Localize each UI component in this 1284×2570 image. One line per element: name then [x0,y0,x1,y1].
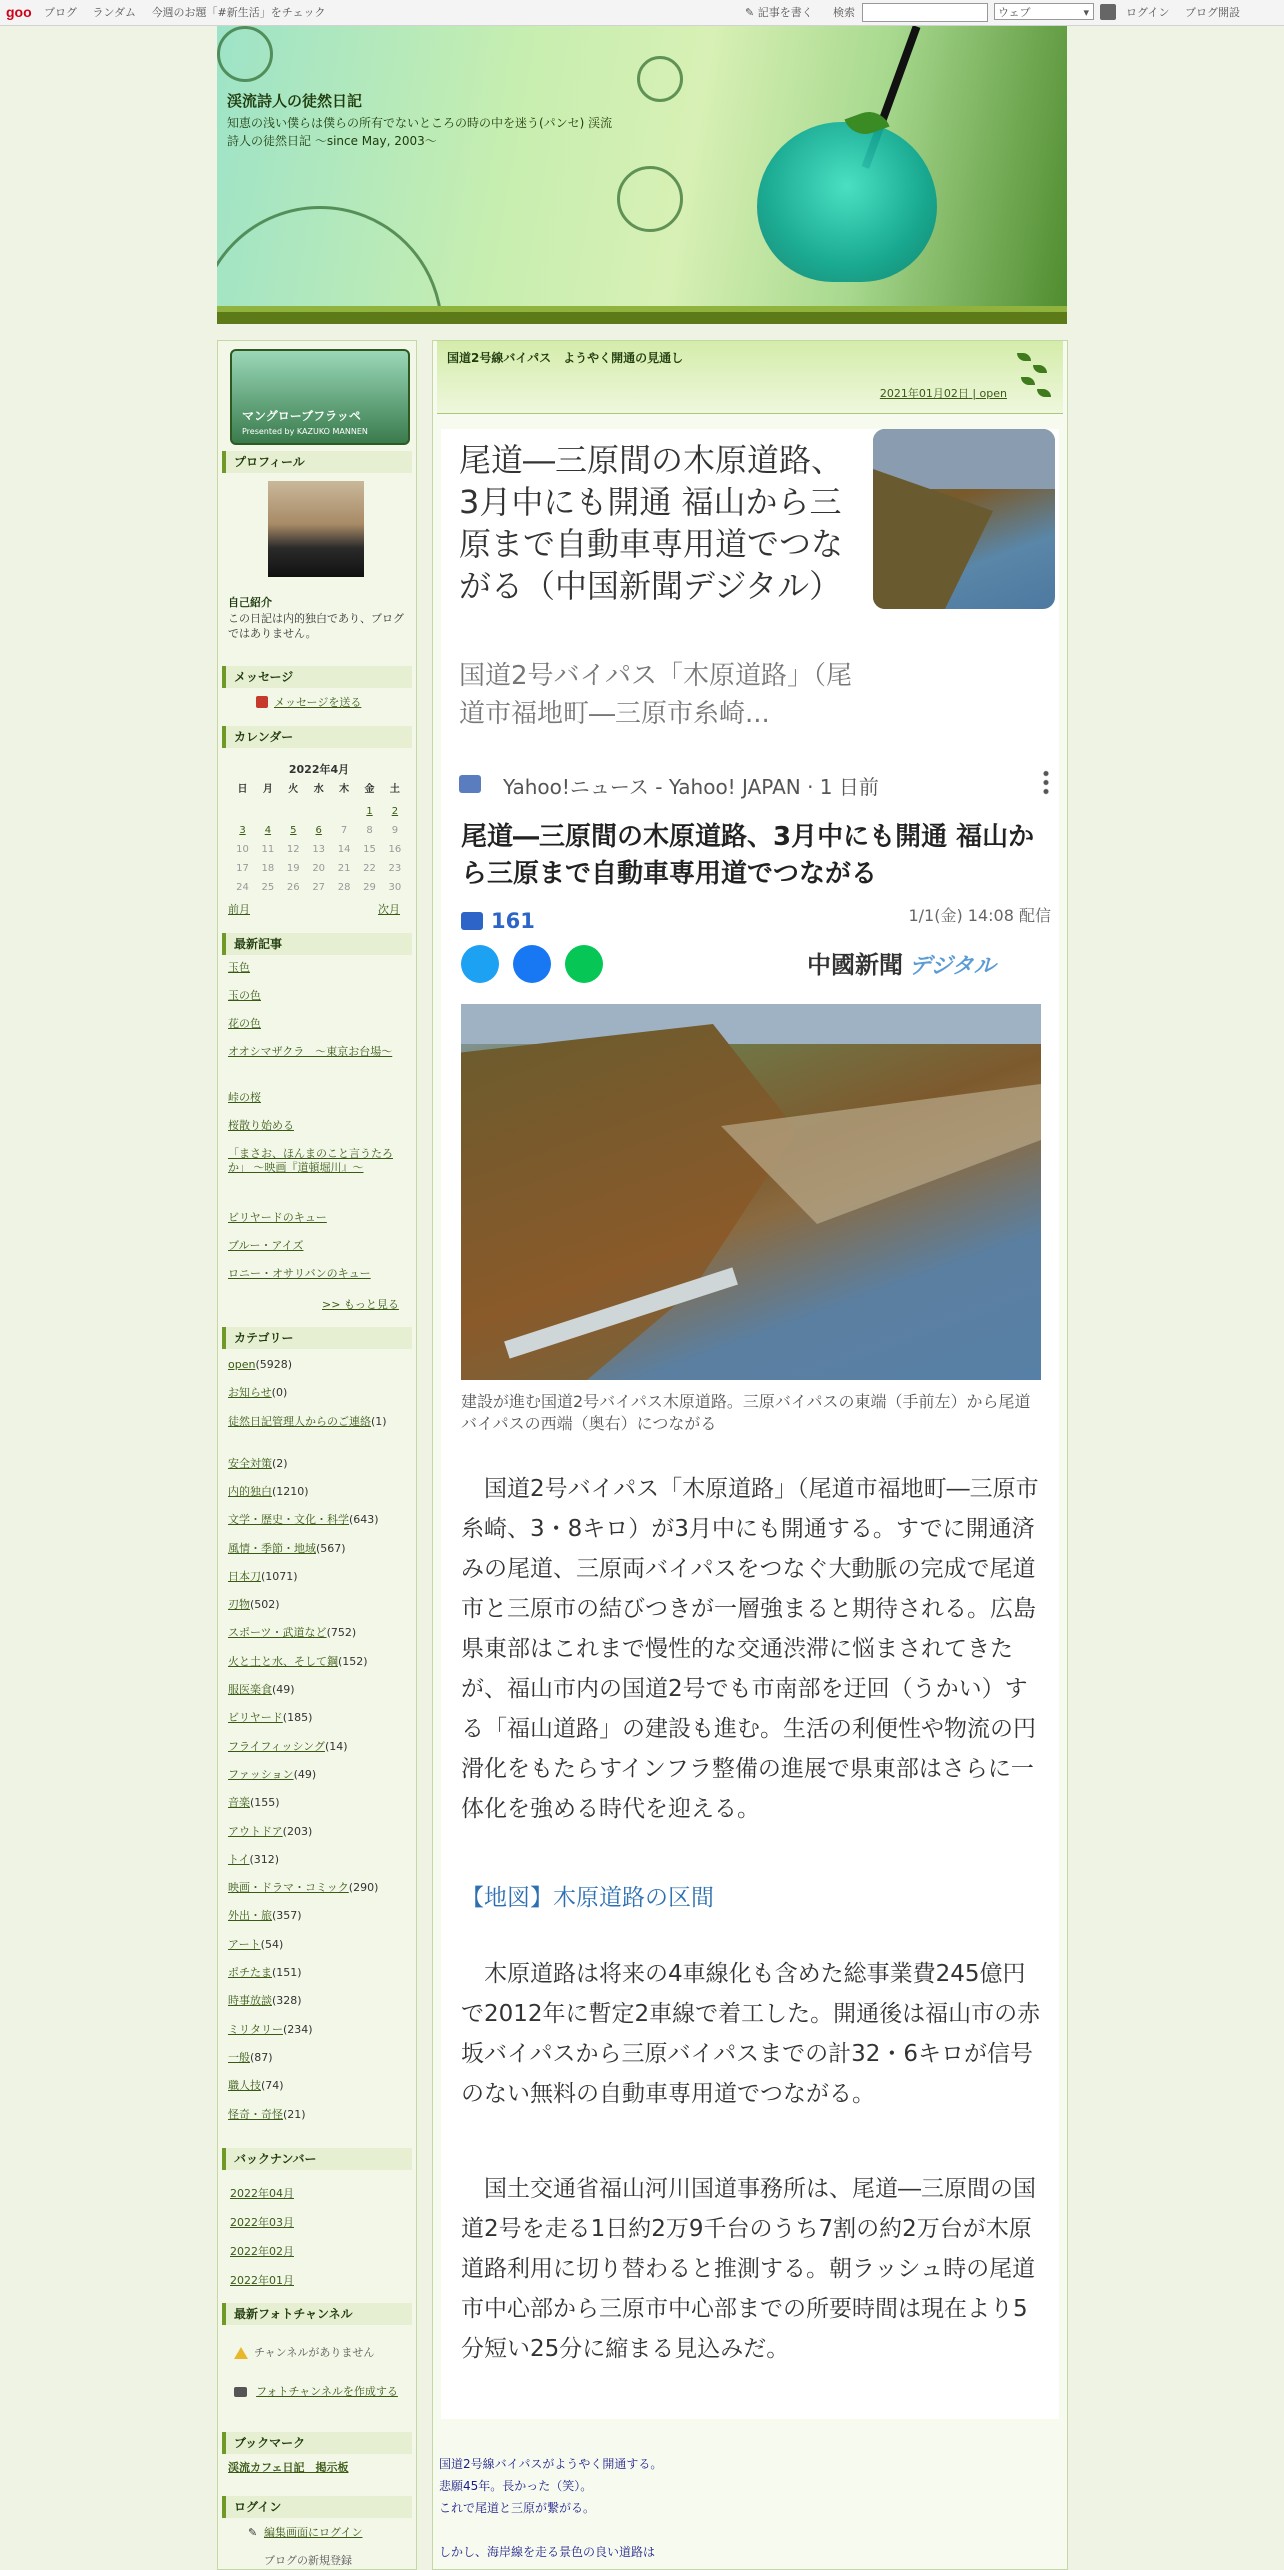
backnumber-link[interactable]: 2022年04月 [230,2187,294,2200]
calendar-day: 30 [388,882,402,893]
category-item [228,1484,408,1499]
category-item [228,1357,408,1372]
category-link[interactable]: 安全対策 [228,1456,272,1470]
category-count: (49) [272,1683,295,1696]
send-message-link[interactable]: メッセージを送る [274,696,362,709]
envelope-icon [256,696,268,708]
category-count: (643) [349,1513,379,1527]
comment-icon [461,912,483,930]
category-count: (328) [272,1994,302,2008]
calendar-day: 28 [337,882,351,893]
calendar-day: 24 [236,882,249,893]
publisher-sub: デジタル [909,954,996,979]
blog-header [217,26,1067,324]
goo-logo[interactable]: goo [6,4,32,20]
header-bar [217,312,1067,324]
publisher-name: 中國新聞 [807,951,903,979]
category-item [228,1767,408,1782]
lace-ornament [217,26,273,82]
calendar-day[interactable]: 4 [264,825,272,836]
calendar-day[interactable]: 2 [391,806,399,817]
login-link[interactable]: ログイン [1126,6,1170,19]
news-card [441,429,1059,2419]
category-count: (567) [316,1541,346,1555]
category-count: (1) [371,1414,387,1428]
category-heading: カテゴリー [222,1327,412,1349]
recent-article-link[interactable]: ロニー・オサリバンのキュー [228,1267,371,1280]
category-item [228,1739,408,1754]
category-item [228,1569,408,1584]
category-link[interactable]: open [228,1358,256,1371]
post-note-3: これで尾道と三原が繋がる。 [439,2501,596,2515]
map-link[interactable]: 【地図】木原道路の区間 [461,1885,714,1911]
search-scope-select[interactable]: ウェブ ▾ [994,3,1094,20]
category-count: (185) [282,1711,313,1725]
post-title[interactable]: 国道2号線バイパス ようやく開通の見通し [447,351,684,365]
nav-blog[interactable]: ブログ [44,6,77,19]
category-item [228,1512,408,1527]
blog-title[interactable]: 渓流詩人の徒然日記 [227,92,363,110]
banner-subtitle: Presented by KAZUKO MANNEN [242,427,368,436]
category-item [228,1414,408,1429]
recent-article-link[interactable]: 桜散り始める [228,1119,294,1132]
warning-icon [234,2347,248,2359]
lace-ornament [617,166,683,232]
source-row [459,769,1059,801]
category-item [228,1710,408,1725]
category-count: (1071) [261,1569,298,1583]
main-content [432,340,1068,2570]
search-input[interactable] [862,3,988,22]
category-link[interactable]: ポチたま [228,1966,272,1979]
category-link[interactable]: 徒然日記管理人からのご連絡 [228,1414,371,1428]
category-item [228,1682,408,1697]
backnumber-link[interactable]: 2022年01月 [230,2274,294,2287]
calendar-day[interactable]: 6 [315,825,322,836]
calendar-day: 22 [363,863,376,874]
photo-channel-heading: 最新フォトチャンネル [222,2303,412,2325]
category-item [228,1654,408,1669]
calendar-day: 23 [388,863,402,874]
category-count: (2) [272,1456,288,1470]
intro-text: この日記は内的独白であり、ブログではありません。 [228,612,404,640]
search-label: 検索 [833,6,855,19]
calendar-day: 19 [286,863,300,874]
calendar-day: 7 [340,825,348,836]
recent-heading: 最新記事 [222,933,412,955]
write-article-label: 記事を書く [757,6,813,19]
open-blog-link[interactable]: ブログ開設 [1185,6,1240,19]
category-link[interactable]: 文学・歴史・文化・科学 [228,1513,349,1527]
article-paragraph-2: 木原道路は将来の4車線化も含めた総事業費245億円で2012年に暫定2車線で着工した。開通後は福山市の赤坂バイパスから三原バイパスまでの計32・6キロが信号のない無料の自動車専用道でつながる。 [461,1961,1041,2107]
backnumber-link[interactable]: 2022年02月 [230,2245,294,2258]
pencil-icon: ✎ [248,2526,258,2539]
category-item [228,2022,408,2037]
twitter-icon[interactable] [461,945,499,983]
comment-count[interactable] [461,909,535,933]
post-category[interactable]: open [979,387,1007,400]
article-paragraph-3: 国土交通省福山河川国道事務所は、尾道―三原間の国道2号を走る1日約2万9千台のうち7割の約2万台が木原道路利用に切り替わると推測する。朝ラッシュ時の尾道市中心部から三原市中心部までの所要時間は現在より5分短い25分に縮まる見込みだ。 [461,2176,1036,2362]
calendar-day: 29 [363,882,376,893]
nav-topic[interactable]: 今週のお題「#新生活」をチェック [151,6,326,19]
category-count: (234) [283,2022,313,2036]
source-text[interactable]: Yahoo!ニュース - Yahoo! JAPAN · 1 日前 [503,775,879,799]
category-link[interactable]: 時事放談 [228,1994,272,2008]
calendar-day: 21 [337,863,351,874]
calendar-day: 25 [261,882,275,893]
category-item [228,1795,408,1810]
post-header [437,341,1063,414]
news-thumbnail[interactable] [873,429,1055,609]
category-count: (151) [272,1966,302,1979]
camera-icon [234,2387,247,2397]
category-item [228,1993,408,2008]
category-link[interactable]: 火と土と水、そして鋼 [228,1654,338,1668]
category-count: (74) [261,2079,284,2093]
category-item [228,1541,408,1556]
more-link[interactable]: >> もっと見る [322,1298,399,1311]
sidebar [217,340,417,2570]
calendar-weekday: 水 [313,784,324,795]
category-link[interactable]: お知らせ [228,1386,272,1400]
category-item [228,1625,408,1640]
calendar-day: 15 [363,844,376,855]
news-headline[interactable]: 尾道―三原間の木原道路、3月中にも開通 福山から三原まで自動車専用道でつながる（中国新聞デジタル） [459,441,844,605]
calendar-day: 18 [261,863,275,874]
intro-label: 自己紹介 [228,596,272,609]
calendar-day[interactable]: 3 [239,825,246,836]
article-date: 1/1(金) 14:08 配信 [908,906,1051,925]
calendar-day: 27 [312,882,326,893]
calendar-weekday: 金 [364,784,375,795]
write-article-link[interactable]: ✎ 記事を書く [745,6,813,19]
category-item [228,1937,408,1952]
calendar-day: 11 [261,844,275,855]
category-count: (54) [260,1937,284,1951]
category-item [228,1880,408,1895]
category-link[interactable]: ビリヤード [228,1711,283,1725]
category-count: (155) [250,1796,280,1810]
post-note-2: 悲願45年。長かった（笑）。 [439,2479,593,2493]
category-link[interactable]: 日本刀 [228,1569,261,1583]
category-item [228,1965,408,1980]
calendar-day: 16 [388,844,402,855]
editor-login-link[interactable]: 編集画面にログイン [264,2526,363,2539]
news-subhead: 国道2号バイパス「木原道路」（尾道市福地町―三原市糸崎... [459,661,853,729]
newspaper-icon [459,775,481,793]
category-item [228,1456,408,1471]
post-meta: 2021年01月02日 | open [879,387,1007,400]
category-count: (752) [326,1626,357,1640]
category-count: (14) [324,1739,348,1753]
calendar-weekday: 日 [237,784,248,795]
category-count: (1210) [272,1484,309,1498]
calendar-day: 10 [236,844,249,855]
calendar-weekday: 月 [262,784,273,795]
new-blog-link[interactable]: ブログの新規登録 [264,2554,352,2567]
top-bar [0,0,1284,26]
sidebar-banner[interactable] [230,349,410,445]
calendar-day: 17 [236,863,249,874]
leaf-ornament-icon [1007,343,1057,405]
category-count: (152) [338,1654,368,1668]
article-title: 尾道―三原間の木原道路、3月中にも開通 福山から三原まで自動車専用道でつながる [461,822,1035,889]
category-item [228,2107,408,2122]
top-nav [44,0,337,25]
message-heading: メッセージ [222,666,412,688]
calendar-heading: カレンダー [222,726,412,748]
backnumber-heading: バックナンバー [222,2148,412,2170]
bookmark-heading: ブックマーク [222,2432,412,2454]
post-note-1: 国道2号線バイパスがようやく開通する。 [439,2457,663,2471]
category-link[interactable]: アウトドア [228,1824,283,1838]
post-date[interactable]: 2021年01月02日 [879,387,969,400]
category-item [228,2078,408,2093]
calendar-day: 9 [391,825,399,836]
photo-caption: 建設が進む国道2号バイパス木原道路。三原バイパスの東端（手前左）から尾道バイパスの西端（奥右）につながる [461,1392,1031,1433]
category-link[interactable]: アート [228,1937,261,1951]
category-item [228,1908,408,1923]
recent-article-link[interactable]: 玉の色 [228,989,261,1002]
profile-heading: プロフィール [222,451,412,473]
recent-article-link[interactable]: 峠の桜 [228,1091,261,1104]
category-link[interactable]: 刃物 [228,1598,250,1612]
calendar-next-link[interactable]: 次月 [378,903,400,916]
category-count: (312) [249,1852,280,1866]
login-heading: ログイン [222,2496,412,2518]
recent-article-link[interactable]: 玉色 [228,961,250,974]
category-link[interactable]: 一般 [228,2050,250,2064]
no-channel-text: チャンネルがありません [254,2346,375,2359]
calendar-weekday: 木 [339,784,350,795]
category-count: (21) [283,2107,306,2121]
category-link[interactable]: 職人技 [228,2079,261,2093]
category-count: (357) [272,1909,302,1923]
create-photo-channel-link[interactable]: フォトチャンネルを作成する [256,2385,398,2398]
calendar-prev-link[interactable]: 前月 [228,903,250,916]
facebook-icon[interactable] [513,945,551,983]
recent-article-link[interactable]: ブルー・アイズ [228,1239,304,1252]
calendar-day: 8 [366,825,373,836]
nav-random[interactable]: ランダム [92,6,137,19]
category-link[interactable]: 怪奇・奇怪 [228,2107,283,2121]
category-link[interactable]: 服医楽食 [228,1683,272,1696]
category-link[interactable]: ミリタリー [228,2022,283,2036]
article-photo[interactable] [461,1004,1041,1380]
category-count: (0) [271,1386,288,1400]
category-item [228,1385,408,1400]
calendar-day[interactable]: 1 [366,806,373,817]
category-item [228,1824,408,1839]
bookmark-link[interactable]: 渓流カフェ日記 掲示板 [228,2461,349,2474]
backnumber-link[interactable]: 2022年03月 [230,2216,294,2229]
category-link[interactable]: スポーツ・武道など [228,1626,327,1640]
category-count: (87) [250,2050,273,2064]
category-count: (49) [293,1767,317,1781]
category-link[interactable]: 風情・季節・地域 [228,1541,316,1555]
category-item [228,1852,408,1867]
comment-count-value: 161 [491,909,535,933]
category-item [228,1597,408,1612]
calendar-weekday: 土 [389,784,400,795]
category-link[interactable]: 内的独白 [228,1484,272,1498]
recent-article-link[interactable]: 「まさお、ほんまのこと言うたろか」 ～映画『道頓堀川』～ [228,1147,393,1174]
calendar-day: 12 [286,844,300,855]
calendar-weekday: 火 [288,784,299,795]
category-link[interactable]: 音楽 [228,1796,250,1810]
recent-article-link[interactable]: ビリヤードのキュー [228,1211,327,1224]
post-note-4: しかし、海岸線を走る景色の良い道路は [439,2545,656,2559]
recent-article-link[interactable]: 花の色 [228,1017,261,1030]
category-count: (502) [250,1598,280,1612]
article-paragraph-1: 国道2号バイパス「木原道路」（尾道市福地町―三原市糸崎、3・8キロ）が3月中にも開通する。すでに開通済みの尾道、三原両バイパスをつなぐ大動脈の完成で尾道市と三原市の結びつきが一層強まると期待される。広島県東部はこれまで慢性的な交通渋滞に悩まされてきたが、福山市内の国道2号でも市南部を迂回（うかい）する「福山道路」の建設も進む。生活の利便性や物流の円滑化をもたらすインフラ整備の進展で県東部はさらに一体化を強める時代を迎える。 [461,1476,1039,1822]
category-count: (203) [282,1824,313,1838]
calendar-day[interactable]: 5 [290,825,297,836]
recent-article-link[interactable]: オオシマザクラ ～東京お台場～ [228,1045,393,1058]
banner-title: マングローブフラッペ [242,409,361,423]
category-link[interactable]: フライフィッシング [228,1739,325,1753]
category-item [228,2050,408,2065]
calendar-day: 20 [312,863,326,874]
frappe-glass-image [737,62,957,302]
more-options-icon[interactable] [1043,769,1049,797]
calendar-day: 14 [337,844,351,855]
category-count: (5928) [255,1358,293,1371]
category-link[interactable]: 映画・ドラマ・コミック [228,1881,349,1895]
category-link[interactable]: ファッション [228,1767,294,1781]
profile-avatar[interactable] [268,481,364,577]
line-icon[interactable] [565,945,603,983]
calendar-month: 2022年4月 [288,763,350,776]
lace-ornament [637,56,683,102]
chugoku-shimbun-logo [807,945,1039,985]
category-link[interactable]: トイ [228,1852,250,1866]
category-link[interactable]: 外出・旅 [228,1909,272,1923]
category-count: (290) [348,1881,379,1895]
blog-description: 知恵の浅い僕らは僕らの所有でないところの時の中を迷う(パンセ) 渓流詩人の徒然日記 ～since May, 2003～ [227,116,613,148]
search-icon[interactable] [1100,4,1116,20]
calendar-day: 13 [312,844,326,855]
calendar-day: 26 [286,882,300,893]
